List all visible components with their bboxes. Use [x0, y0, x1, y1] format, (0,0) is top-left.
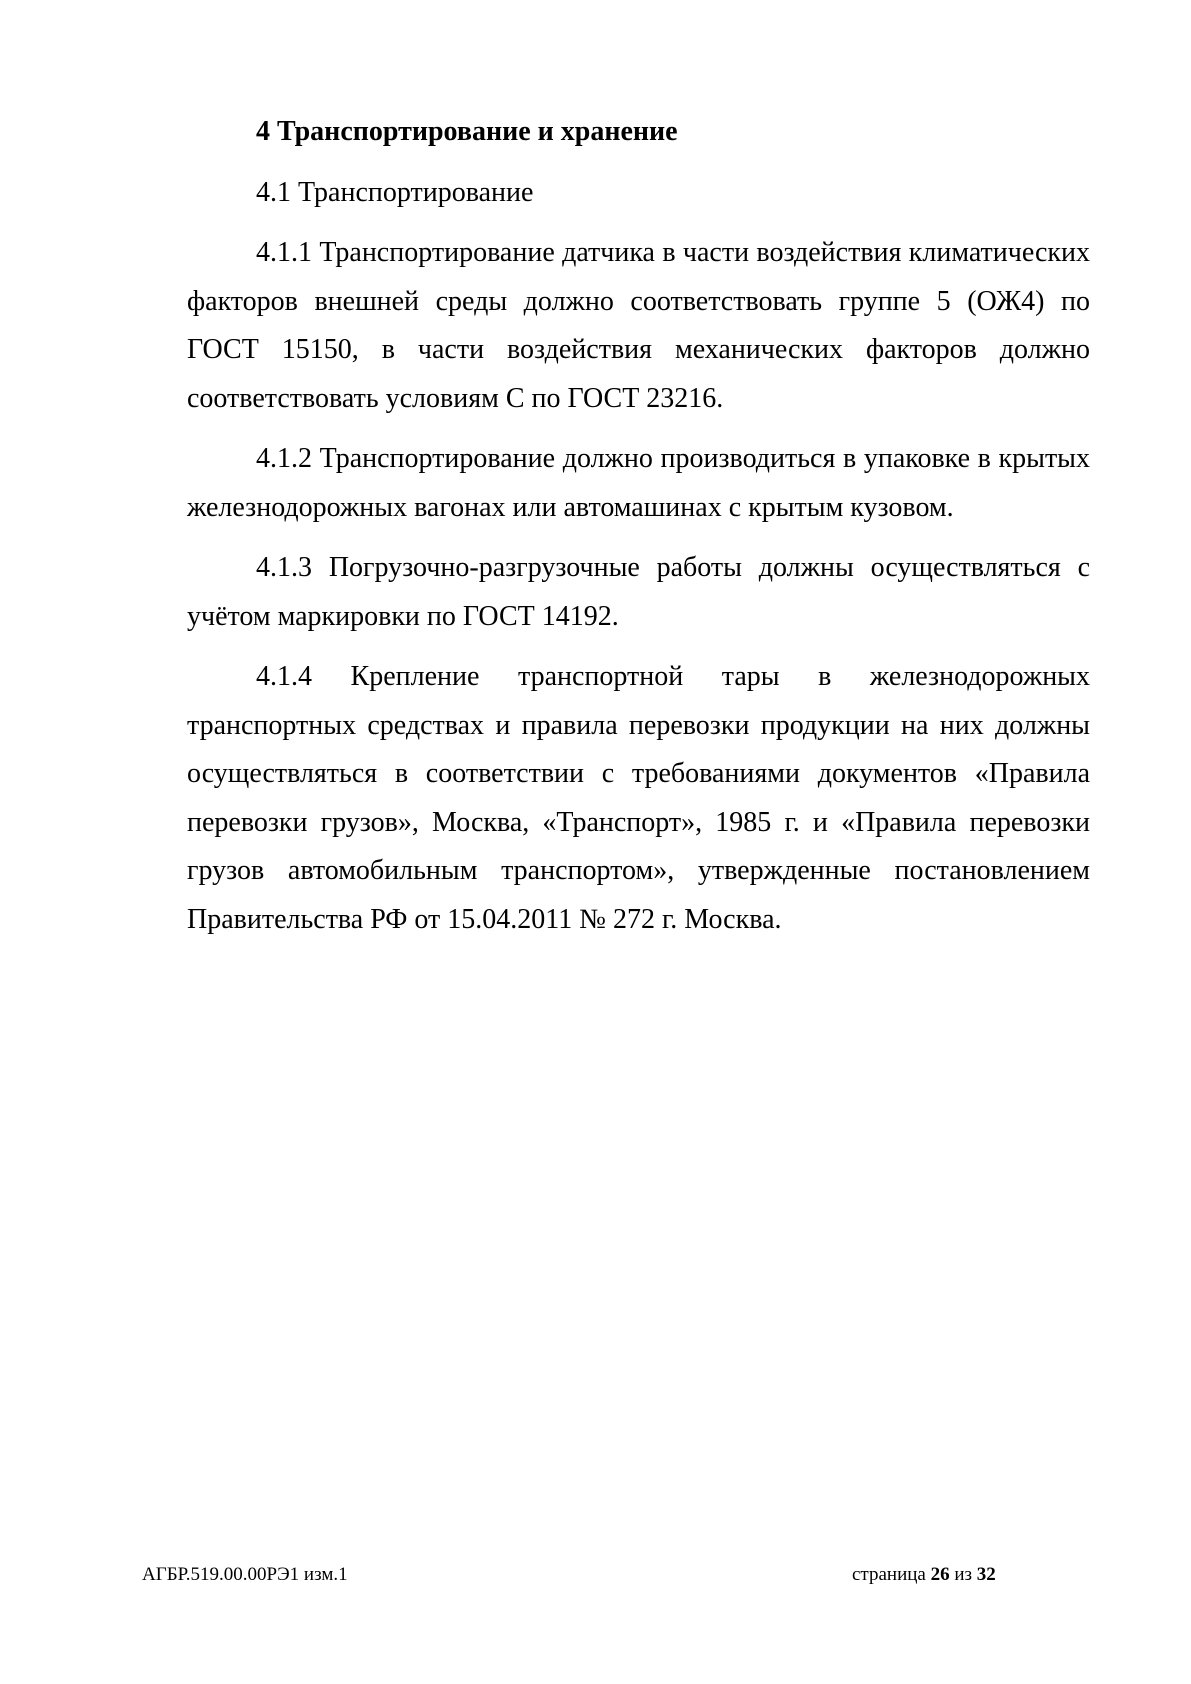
subsection-title: 4.1 Транспортирование: [256, 176, 534, 208]
paragraph-4-1-1: 4.1.1 Транспортирование датчика в части воздействия климатических факторов внешней среды должно соответствовать группе 5 (ОЖ4) по ГОСТ 15150, в части воздействия механических факторов должно соответствовать условиям С по ГОСТ 23216.: [187, 237, 1090, 414]
page-separator: из: [954, 1564, 973, 1585]
page-label: страница: [852, 1564, 926, 1585]
footer-document-code: АГБР.519.00.00РЭ1 изм.1: [142, 1564, 348, 1585]
paragraph-4-1-3: 4.1.3 Погрузочно-разгрузочные работы должны осуществляться с учётом маркировки по ГОСТ 14192.: [187, 552, 1090, 632]
page-current: 26: [930, 1564, 950, 1585]
section-title: 4 Транспортирование и хранение: [256, 116, 678, 147]
footer-page-number: [852, 1563, 996, 1587]
paragraph-4-1-2: 4.1.2 Транспортирование должно производиться в упаковке в крытых железнодорожных вагонах или автомашинах с крытым кузовом.: [187, 443, 1090, 523]
page-total: 32: [976, 1564, 996, 1585]
paragraph-4-1-4: 4.1.4 Крепление транспортной тары в железнодорожных транспортных средствах и правила перевозки продукции на них должны осуществляться в соответствии с требованиями документов «Правила перевозки грузов», Москва, «Транспорт», 1985 г. и «Правила перевозки грузов автомобильным транспортом», утвержденные постановлением Правительства РФ от 15.04.2011 № 272 г. Москва.: [187, 661, 1090, 935]
page-content: [187, 108, 1090, 956]
